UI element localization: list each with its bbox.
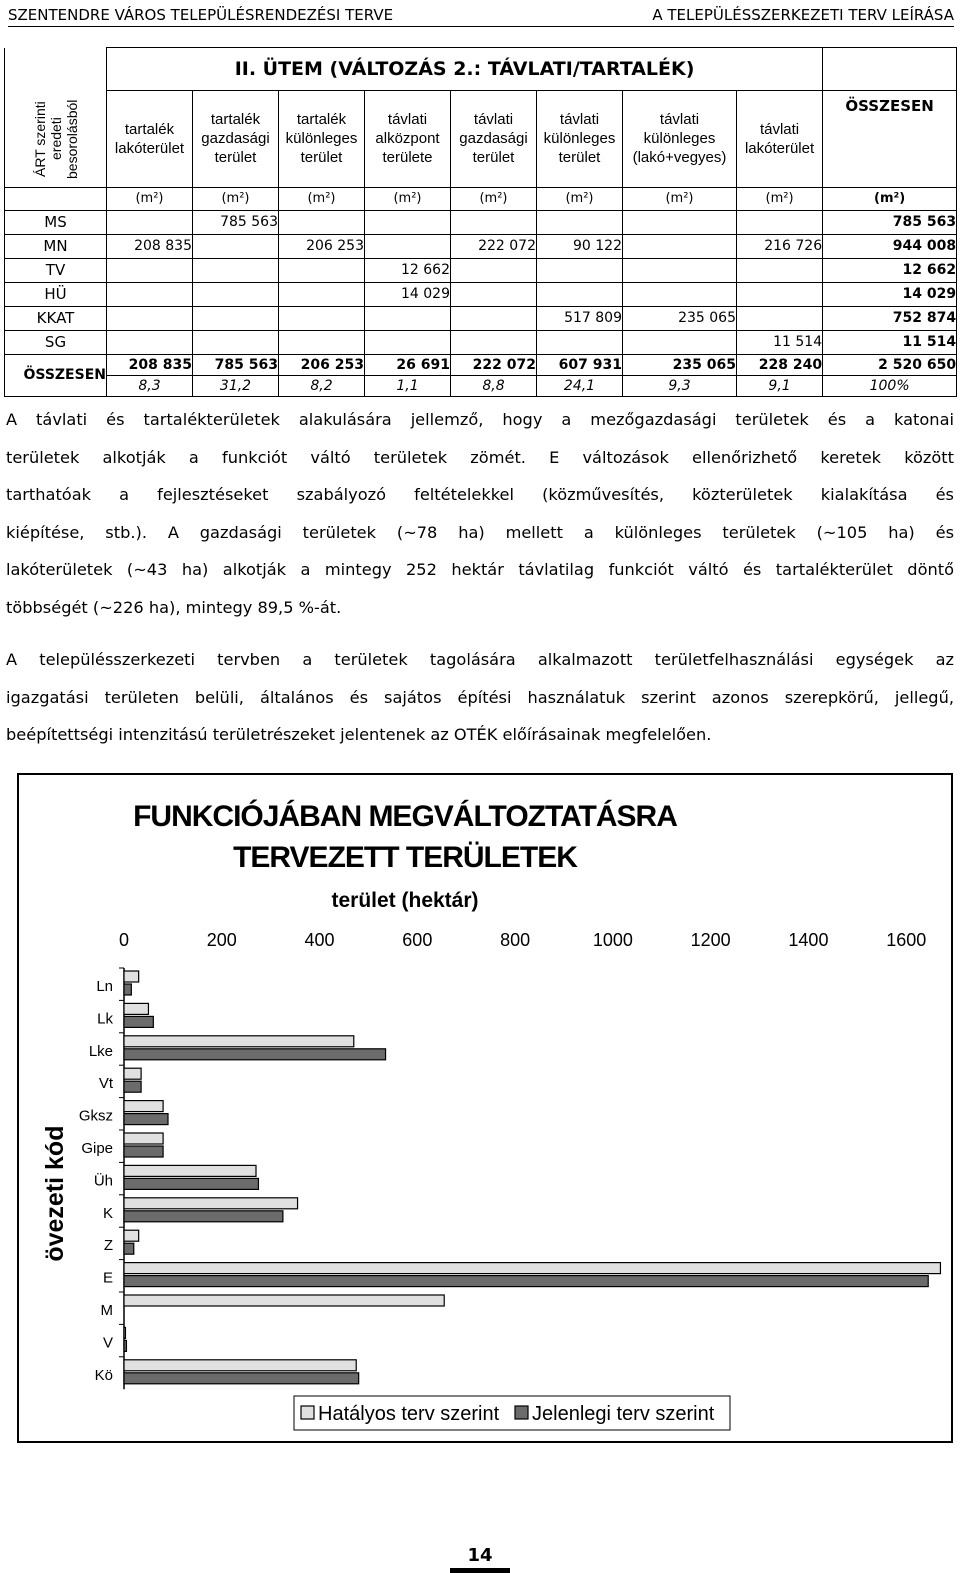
row-code: MN: [5, 234, 107, 258]
x-tick-label: 200: [206, 930, 237, 950]
category-label: Lk: [97, 1010, 113, 1028]
area-table: [4, 47, 957, 397]
row-code: SG: [5, 330, 107, 354]
table-cell: [279, 306, 365, 330]
col-header: távlati gazdasági terület: [451, 91, 537, 188]
bar-chart: [19, 775, 951, 1441]
row-total: 12 662: [823, 258, 957, 282]
table-cell: 208 835: [107, 234, 193, 258]
table-row: [5, 330, 957, 354]
total-header: ÖSSZESEN: [823, 91, 957, 188]
page-number-bar: [450, 1568, 510, 1573]
table-cell: 14 029: [365, 282, 451, 306]
category-label: V: [102, 1334, 113, 1352]
row-total: 752 874: [823, 306, 957, 330]
col-header: távlati alközpont területe: [365, 91, 451, 188]
bar: [124, 1101, 163, 1112]
table-cell: [107, 210, 193, 234]
table-cell: [623, 330, 737, 354]
bar: [124, 1360, 356, 1371]
bar: [124, 1230, 139, 1241]
unit-cell: (m²): [279, 187, 365, 210]
chart-title-line: FUNKCIÓJÁBAN MEGVÁLTOZTATÁSRA: [133, 800, 677, 833]
table-cell: [537, 258, 623, 282]
table-cell: [623, 258, 737, 282]
category-label: Üh: [93, 1172, 113, 1190]
category-label: Kö: [94, 1366, 113, 1384]
table-cell: 216 726: [737, 234, 823, 258]
bar: [124, 1036, 354, 1047]
paragraph-1: A távlati és tartalékterületek alakulására jellemző, hogy a mezőgazdasági területek és a katonai területek alkotják a funkciót váltó területek zömét. E változások ellenőrizhető keretek között tarthatóak a fejlesztéseket szabályozó feltételekkel (közművesítés, közterületek kialakítása és kiépítése, stb.). A gazdasági területek (~78 ha) mellett a különleges területek (~105 ha) és lakóterületek (~43 ha) alkotják a mintegy 252 hektár távlatilag funkciót váltó és tartalékterület döntő többségét (~226 ha), mintegy 89,5 %-át.: [6, 410, 954, 617]
table-row: [5, 210, 957, 234]
x-tick-label: 600: [402, 930, 433, 950]
table-cell: [737, 282, 823, 306]
table-cell: [193, 306, 279, 330]
x-tick-label: 0: [118, 930, 130, 950]
x-axis-label: terület (hektár): [331, 889, 479, 912]
bar: [124, 1081, 141, 1092]
table-cell: [193, 330, 279, 354]
category-label: Ln: [96, 978, 113, 995]
row-total: 14 029: [823, 282, 957, 306]
col-header: tartalék lakóterület: [107, 91, 193, 188]
x-tick-label: 1600: [886, 930, 927, 950]
table-cell: 12 662: [365, 258, 451, 282]
paragraph-2: A településszerkezeti tervben a területek tagolására alkalmazott területfelhasználási egységek az igazgatási területen belüli, általános és sajátos építési használatuk szerint azonos szerepkörű, jellegű, beépítettségi intenzitású területrészeket jelentenek az OTÉK előírásainak megfelelően.: [6, 650, 954, 744]
table-cell: 785 563: [193, 210, 279, 234]
table-cell: [623, 282, 737, 306]
bar: [124, 984, 131, 995]
bar: [124, 1211, 283, 1222]
table-row: [5, 282, 957, 306]
table-cell: [451, 210, 537, 234]
x-tick-label: 1200: [690, 930, 731, 950]
table-cell: [279, 330, 365, 354]
col-header: távlati lakóterület: [737, 91, 823, 188]
table-cell: [107, 282, 193, 306]
bar: [124, 1198, 298, 1209]
table-cell: [537, 210, 623, 234]
table-cell: [365, 330, 451, 354]
table-cell: [451, 282, 537, 306]
table-cell: [365, 306, 451, 330]
bar: [124, 1049, 386, 1060]
table-cell: [279, 258, 365, 282]
category-label: Lke: [88, 1042, 113, 1060]
legend-swatch: [301, 1406, 314, 1419]
category-label: Gipe: [81, 1140, 113, 1157]
row-total: 11 514: [823, 330, 957, 354]
page-header: [8, 4, 954, 27]
table-cell: [193, 258, 279, 282]
table-cell: [279, 210, 365, 234]
header-right: A TELEPÜLÉSSZERKEZETI TERV LEÍRÁSA: [652, 6, 954, 24]
bar: [124, 1263, 940, 1274]
table-cell: [365, 234, 451, 258]
unit-cell: (m²): [107, 187, 193, 210]
x-tick-label: 1000: [592, 930, 633, 950]
bar: [124, 1327, 125, 1338]
table-cell: 517 809: [537, 306, 623, 330]
table-cell: [737, 306, 823, 330]
bar: [124, 1133, 163, 1144]
table-cell: [451, 306, 537, 330]
sum-label: ÖSSZESEN: [5, 354, 107, 396]
table-cell: [623, 210, 737, 234]
unit-cell: (m²): [623, 187, 737, 210]
bar: [124, 1003, 148, 1014]
table-cell: [365, 210, 451, 234]
row-code: HÜ: [5, 282, 107, 306]
category-label: K: [102, 1204, 113, 1222]
category-label: Vt: [98, 1075, 113, 1093]
col-header: távlati különleges terület: [537, 91, 623, 188]
page-number: 14: [467, 1545, 493, 1566]
bar: [124, 1276, 928, 1287]
table-cell: 11 514: [737, 330, 823, 354]
col-header: tartalék gazdasági terület: [193, 91, 279, 188]
table-cell: [107, 306, 193, 330]
unit-cell: (m²): [451, 187, 537, 210]
legend-label: Hatályos terv szerint: [318, 1403, 500, 1425]
category-label: M: [100, 1302, 113, 1319]
table-cell: [193, 282, 279, 306]
table-cell: [279, 282, 365, 306]
table-cell: [451, 258, 537, 282]
table-cell: 235 065: [623, 306, 737, 330]
table-cell: [537, 282, 623, 306]
bar: [124, 1295, 444, 1306]
category-label: E: [102, 1269, 113, 1287]
chart-title-line: TERVEZETT TERÜLETEK: [233, 841, 577, 874]
row-code: TV: [5, 258, 107, 282]
table-cell: [737, 210, 823, 234]
unit-cell: (m²): [365, 187, 451, 210]
unit-cell: (m²): [193, 187, 279, 210]
row-code: KKAT: [5, 306, 107, 330]
table-cell: [451, 330, 537, 354]
bar: [124, 1114, 168, 1125]
bar: [124, 1373, 359, 1384]
table-row: [5, 306, 957, 330]
table-row: [5, 258, 957, 282]
bar: [124, 1165, 256, 1176]
row-header: ÁRT szerinti eredeti besorolásból: [5, 91, 107, 188]
row-total: 944 008: [823, 234, 957, 258]
table-cell: [193, 234, 279, 258]
x-tick-label: 800: [500, 930, 531, 950]
bar: [124, 1243, 134, 1254]
bar: [124, 1068, 141, 1079]
bar: [124, 1016, 153, 1027]
unit-cell: (m²): [823, 187, 957, 210]
table-cell: [107, 330, 193, 354]
category-label: Gksz: [78, 1107, 113, 1125]
chart-frame: [17, 773, 953, 1443]
unit-cell: (m²): [737, 187, 823, 210]
row-code: MS: [5, 210, 107, 234]
header-left: SZENTENDRE VÁROS TELEPÜLÉSRENDEZÉSI TERVE: [8, 6, 394, 24]
bar: [124, 1340, 126, 1351]
bar: [124, 1146, 163, 1157]
row-total: 785 563: [823, 210, 957, 234]
table-title: II. ÜTEM (VÁLTOZÁS 2.: TÁVLATI/TARTALÉK): [107, 48, 823, 91]
category-label: Z: [103, 1237, 113, 1255]
sum-row: ÖSSZESEN 208 835 785 563 206 253 26 691 222 072 607 931 235 065 228 240 2 520 650: [5, 354, 957, 375]
unit-cell: (m²): [537, 187, 623, 210]
table-cell: 90 122: [537, 234, 623, 258]
x-tick-label: 400: [304, 930, 335, 950]
legend-swatch: [515, 1406, 528, 1419]
table-cell: [537, 330, 623, 354]
table-cell: [737, 258, 823, 282]
table-cell: [107, 258, 193, 282]
table-cell: 222 072: [451, 234, 537, 258]
bar: [124, 1178, 258, 1189]
table-row: [5, 234, 957, 258]
table-cell: 206 253: [279, 234, 365, 258]
legend-label: Jelenlegi terv szerint: [532, 1403, 715, 1425]
percent-row: 8,3 31,2 8,2 1,1 8,8 24,1 9,3 9,1 100%: [5, 375, 957, 396]
col-header: távlati különleges (lakó+vegyes): [623, 91, 737, 188]
table-cell: [623, 234, 737, 258]
y-axis-label: övezeti kód: [41, 1125, 69, 1262]
bar: [124, 971, 139, 982]
x-tick-label: 1400: [788, 930, 829, 950]
col-header: tartalék különleges terület: [279, 91, 365, 188]
